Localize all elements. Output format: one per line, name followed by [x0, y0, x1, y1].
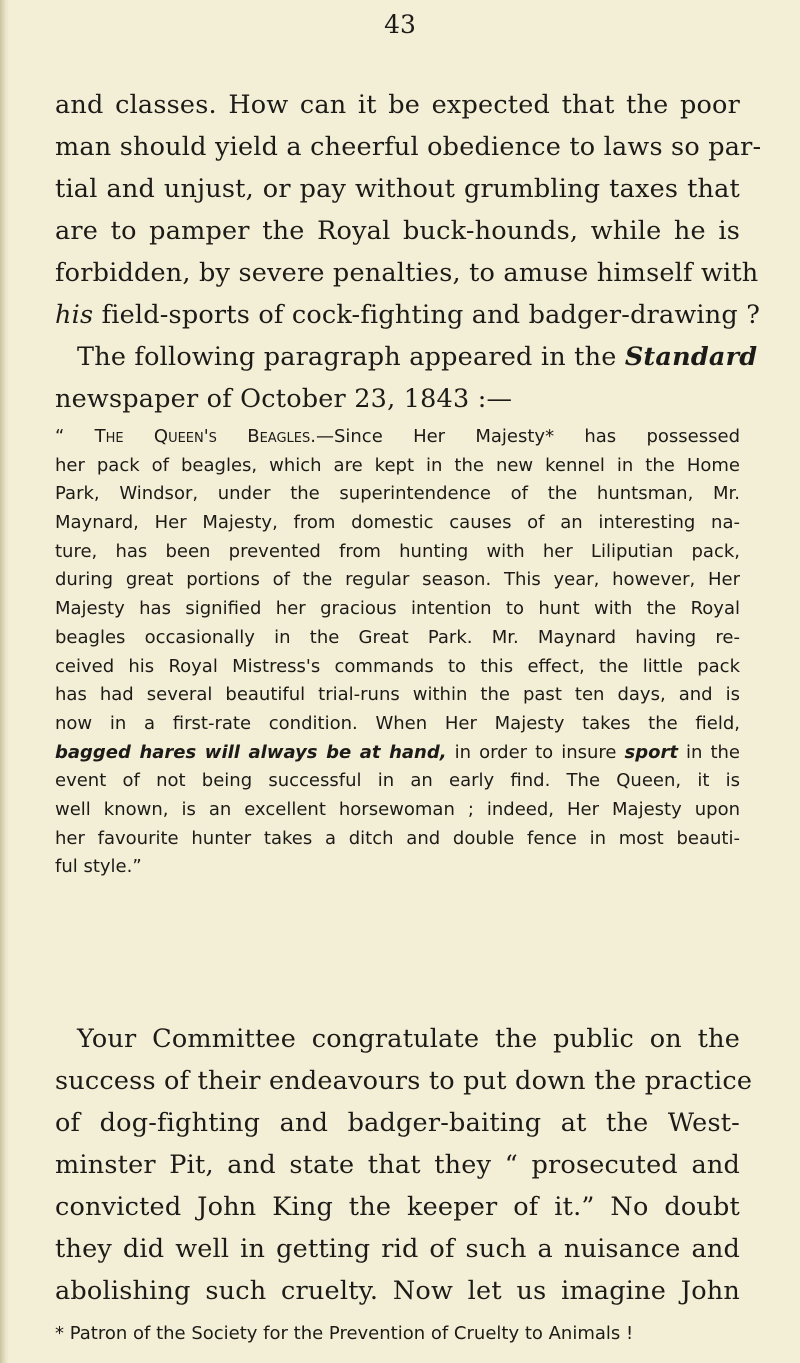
newspaper-name: Standard — [624, 342, 758, 372]
text-line — [55, 423, 740, 452]
page-number: 43 — [384, 10, 416, 39]
text-line: Park, Windsor, under the superintendence of the huntsman, Mr. — [55, 483, 740, 505]
text-line: her pack of beagles, which are kept in the new kennel in the Home — [55, 454, 740, 476]
text-line: her favourite hunter takes a ditch and double fence in most beauti- — [55, 827, 740, 849]
text-line: and classes. How can it be expected that the poor — [55, 90, 740, 120]
text-fragment: —Since Her Majesty* has possessed — [315, 426, 741, 447]
text-line: ceived his Royal Mistress's commands to this effect, the little pack — [55, 655, 740, 677]
text-line: newspaper of October 23, 1843 :— — [55, 384, 513, 414]
text-line: tial and unjust, or pay without grumbling taxes that — [55, 174, 740, 204]
text-line — [55, 336, 758, 378]
italic-word: his — [55, 300, 94, 330]
text-fragment: in the — [677, 741, 740, 763]
quote-title: The Queen's Beagles. — [94, 426, 316, 447]
page-edge-shadow — [0, 0, 9, 1363]
text-line: minster Pit, and state that they “ prosecuted and — [55, 1150, 740, 1180]
text-fragment: in order to insure — [446, 741, 625, 763]
text-line: event of not being successful in an early find. The Queen, it is — [55, 770, 740, 792]
text-line: Your Committee congratulate the public on the — [77, 1024, 740, 1054]
paragraph-3 — [55, 1018, 753, 1312]
text-line: they did well in getting rid of such a nuisance and — [55, 1234, 740, 1264]
text-line: of dog-fighting and badger-baiting at the West- — [55, 1108, 740, 1138]
text-fragment: field-sports of cock-fighting and badger-drawing ? — [93, 300, 761, 330]
text-line: man should yield a cheerful obedience to laws so par- — [55, 132, 762, 162]
italic-word: sport — [624, 741, 678, 763]
text-line: are to pamper the Royal buck-hounds, while he is — [55, 216, 740, 246]
footnote: * Patron of the Society for the Prevention of Cruelty to Animals ! — [55, 1323, 634, 1344]
text-line: forbidden, by severe penalties, to amuse himself with — [55, 258, 759, 288]
text-line: has had several beautiful trial-runs within the past ten days, and is — [55, 684, 740, 706]
text-line: now in a first-rate condition. When Her Majesty takes the field, — [55, 712, 740, 734]
text-line: well known, is an excellent horsewoman ; indeed, Her Majesty upon — [55, 798, 740, 820]
paragraph-1 — [55, 84, 762, 336]
text-line: ture, has been prevented from hunting with her Liliputian pack, — [55, 540, 740, 562]
text-line: during great portions of the regular season. This year, however, Her — [55, 569, 740, 591]
text-line — [55, 294, 761, 336]
text-line — [55, 739, 740, 768]
text-line: abolishing such cruelty. Now let us imagine John — [55, 1276, 740, 1306]
italic-phrase: bagged hares will always be at hand, — [55, 741, 447, 763]
text-line: convicted John King the keeper of it.” No doubt — [55, 1192, 740, 1222]
text-line: success of their endeavours to put down the practice — [55, 1066, 753, 1096]
paragraph-2 — [55, 336, 758, 420]
newspaper-quote — [55, 423, 740, 882]
text-line: ful style.” — [55, 856, 142, 878]
text-fragment: The following paragraph appeared in the — [77, 342, 625, 372]
text-line: Majesty has signified her gracious intention to hunt with the Royal — [55, 598, 740, 620]
text-line: Maynard, Her Majesty, from domestic causes of an interesting na- — [55, 512, 740, 534]
quote-open: “ — [55, 426, 95, 447]
text-line: beagles occasionally in the Great Park. Mr. Maynard having re- — [55, 626, 740, 648]
